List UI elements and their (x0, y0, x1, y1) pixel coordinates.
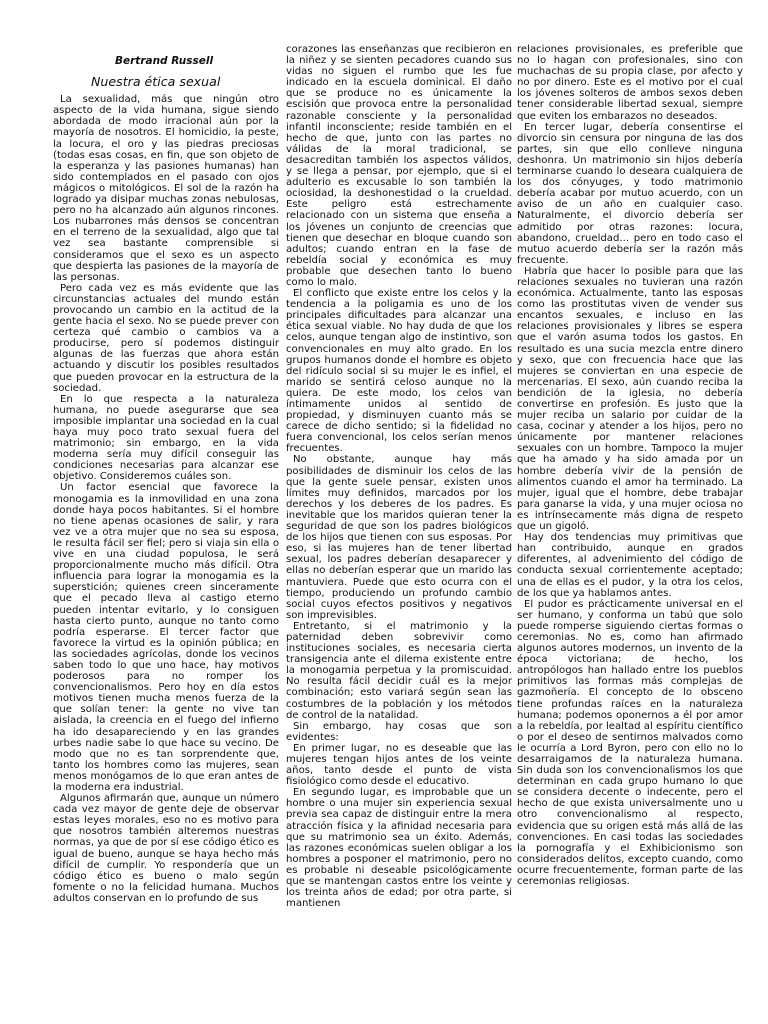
paragraph: La sexualidad, más que ningún otro aspecto de la vida humana, sigue siendo abordada de modo irracional aún por la mayoría de nosotros. El homicidio, la peste, la locura, el oro y las piedras preciosas (todas esas cosas, en fin, que son objeto de la esperanza y las pasiones humanas) han sido contemplados en el pasado con ojos mágicos o mitológicos. El sol de la razón ha logrado ya disipar muchas zonas nebulosas, pero no ha alcanzado aún algunos rincones. Los nubarrones más densos se concentran en el terreno de la sexualidad, algo que tal vez sea bastante comprensible si consideramos que el sexo es un aspecto que despierta las pasiones de la mayoría de las personas. (53, 94, 279, 283)
article-title: Nuestra ética sexual (91, 74, 221, 90)
column-2 (286, 44, 512, 1014)
paragraph: Pero cada vez es más evidente que las circunstancias actuales del mundo están provocando un cambio en la actitud de la gente hacia el sexo. No se puede prever con certeza qué cambio o cambios va a producirse, pero sí podemos distinguir algunas de las fuerzas que ahora están actuando y discutir los posibles resultados que pueden provocar en la estructura de la sociedad. (53, 282, 279, 394)
author-name: Bertrand Russell (115, 56, 214, 67)
paragraph: En primer lugar, no es deseable que las mujeres tengan hijos antes de los veinte años, tanto desde el punto de vista fisiológico como desde el educativo. (286, 742, 512, 788)
paragraph: Sin embargo, hay cosas que son evidentes: (286, 720, 512, 743)
paragraph: En tercer lugar, debería consentirse el divorcio sin censura por ninguna de las dos partes, sin que ello conlleve ninguna deshonra. Un matrimonio sin hijos debería terminarse cuando lo deseara cualquiera de los dos cónyuges, y todo matrimonio debería acabar por mutuo acuerdo, con un aviso de un año en cualquier caso. Naturalmente, el divorcio debería ser admitido por otras razones: locura, abandono, crueldad... pero en todo caso el mutuo acuerdo debería ser la razón más frecuente. (517, 121, 743, 266)
paragraph: En segundo lugar, es improbable que un hombre o una mujer sin experiencia sexual previa sea capaz de distinguir entre la mera atracción física y la afinidad necesaria para que su matrimonio sea un éxito. Además, las razones económicas suelen obligar a los hombres a posponer el matrimonio, pero no es probable ni deseable psicológicamente que se mantengan castos entre los veinte y los treinta años de edad; por otra parte, si mantienen (286, 787, 512, 910)
paragraph: Entretanto, si el matrimonio y la paternidad deben sobrevivir como instituciones sociales, es necesaria cierta transigencia ante el dilema existente entre la monogamia perpetua y la promiscuidad. No resulta fácil decidir cuál es la mejor combinación; esto variará según sean las costumbres de la población y los métodos de control de la natalidad. (286, 620, 512, 721)
column-3 (517, 44, 743, 1014)
paragraph: El pudor es prácticamente universal en el ser humano, y conforma un tabú que solo puede romperse siguiendo ciertas formas o ceremonias. No es, como han afirmado algunos autores modernos, un invento de la época victoriana; de hecho, los antropólogos han hallado entre los pueblos primitivos las formas más complejas de gazmoñería. El concepto de lo obsceno tiene profundas raíces en la naturaleza humana; podemos oponernos a él por amor a la rebeldía, por lealtad al espíritu científico o por el deseo de sentirnos malvados como le ocurría a Lord Byron, pero con ello no lo desarraigamos de la naturaleza humana. Sin duda son los convencionalismos los que determinan en cada grupo humano lo que se considera decente o indecente, pero el hecho de que exista universalmente uno u otro convencionalismo al respecto, evidencia que su origen está más allá de las convenciones. En casi todas las sociedades la pornografía y el Exhibicionismo son considerados delitos, excepto cuando, como ocurre frecuentemente, forman parte de las ceremonias religiosas. (517, 598, 743, 888)
paragraph: corazones las enseñanzas que recibieron en la niñez y se sienten pecadores cuando sus vidas no siguen el rumbo que les fue indicado en la escuela dominical. El daño que se produce no es únicamente la escisión que provoca entre la personalidad razonable consciente y la personalidad infantil inconsciente; reside también en el hecho de que, junto con las partes no válidas de la moral tradicional, se desacreditan también los aspectos válidos, y se llega a pensar, por ejemplo, que si el adulterio es excusable lo son también la ociosidad, la deshonestidad o la crueldad. Este peligro está estrechamente relacionado con un sistema que enseña a los jóvenes un conjunto de creencias que tienen que desechar en bloque cuando son adultos; cuando entran en la fase de rebeldía social y económica es muy probable que desechen tanto lo bueno como lo malo. (286, 44, 512, 288)
paragraph: relaciones provisionales, es preferible que no lo hagan con profesionales, sino con muchachas de su propia clase, por afecto y no por dinero. Este es el motivo por el cual los jóvenes solteros de ambos sexos deben tener considerable libertad sexual, siempre que eviten los embarazos no deseados. (517, 44, 743, 122)
paragraph: No obstante, aunque hay más posibilidades de disminuir los celos de las que la gente suele pensar, existen unos límites muy definidos, marcados por los derechos y los deberes de los padres. Es inevitable que los maridos quieran tener la seguridad de que son los padres biológicos de los hijos que tienen con sus esposas. Por eso, si las mujeres han de tener libertad sexual, los padres deberían desaparecer y ellas no deberían esperar que un marido las mantuviera. Puede que esto ocurra con el tiempo, produciendo un profundo cambio social cuyos efectos positivos y negativos son imprevisibles. (286, 454, 512, 621)
paragraph: El conflicto que existe entre los celos y la tendencia a la poligamia es uno de los principales dificultades para alcanzar una ética sexual viable. No hay duda de que los celos, aunque tengan algo de instintivo, son convencionales en muy alto grado. En los grupos humanos donde el hombre es objeto del ridículo social si su mujer le es infiel, el marido se sentirá celoso aunque no la quiera. De este modo, los celos van íntimamente unidos al sentido de propiedad, y disminuyen cuanto más se carece de dicho sentido; si la fidelidad no fuera convencional, los celos serían menos frecuentes. (286, 288, 512, 455)
column-1 (53, 56, 279, 1014)
paragraph: Habría que hacer lo posible para que las relaciones sexuales no tuvieran una razón económica. Actualmente, tanto las esposas como las prostitutas viven de vender sus encantos sexuales, e incluso en las relaciones provisionales y libres se espera que el varón asuma todos los gastos. En resultado es una sucia mezcla entre dinero y sexo, que con frecuencia hace que las mujeres se conviertan en una especie de mercenarias. El sexo, aún cuando reciba la bendición de la iglesia, no debería convertirse en profesión. Es justo que la mujer reciba un salario por cuidar de la casa, cocinar y atender a los hijos, pero no únicamente por mantener relaciones sexuales con un hombre. Tampoco la mujer que ha amado y ha sido amada por un hombre debería vivir de la pensión de alimentos cuando el amor ha terminado. La mujer, igual que el hombre, debe trabajar para ganarse la vida, y una mujer ociosa no es intrínsecamente más digna de respeto que un gigoló. (517, 265, 743, 533)
paragraph: Algunos afirmarán que, aunque un número cada vez mayor de gente deje de observar estas leyes morales, eso no es motivo para que nosotros también alteremos nuestras normas, ya que de por sí ese código ético es igual de bueno, aunque se haya hecho más difícil de cumplir. Yo respondería que un código ético es bueno o malo según fomente o no la felicidad humana. Muchos adultos conservan en lo profundo de sus (53, 793, 279, 904)
paragraph: Un factor esencial que favorece la monogamia es la inmovilidad en una zona donde haya pocos habitantes. Si el hombre no tiene apenas ocasiones de salir, y rara vez ve a otra mujer que no sea su esposa, le resulta fácil ser fiel; pero si viaja sin ella o vive en una ciudad populosa, le será proporcionalmente mucho más difícil. Otra influencia para lograr la monogamia es la superstición; quienes creen sinceramente que el pecado lleva al castigo eterno pueden intentar evitarlo, y lo consiguen hasta cierto punto, aunque no tanto como podría esperarse. El tercer factor que favorece la virtud es la opinión pública; en las sociedades agrícolas, donde los vecinos saben todo lo que uno hace, hay motivos poderosos para no romper los convencionalismos. Pero hoy en día estos motivos tienen mucha menos fuerza de la que solían tener: la gente no vive tan aislada, la creencia en el fuego del infierno ha ido desapareciendo y en las grandes urbes nadie sabe lo que hace su vecino. De modo que no es tan sorprendente que, tanto los hombres como las mujeres, sean menos monógamos de lo que eran antes de la moderna era industrial. (53, 482, 279, 793)
paragraph: En lo que respecta a la naturaleza humana, no puede asegurarse que sea imposible implantar una sociedad en la cual haya muy poco trato sexual fuera del matrimonio; sin embargo, en la vida moderna sería muy difícil conseguir las condiciones necesarias para alcanzar ese objetivo. Consideremos cuáles son. (53, 393, 279, 483)
paragraph: Hay dos tendencias muy primitivas que han contribuido, aunque en grados diferentes, al advenimiento del código de conducta sexual corrientemente aceptado; una de ellas es el pudor, y la otra los celos, de los que ya hablamos antes. (517, 532, 743, 599)
